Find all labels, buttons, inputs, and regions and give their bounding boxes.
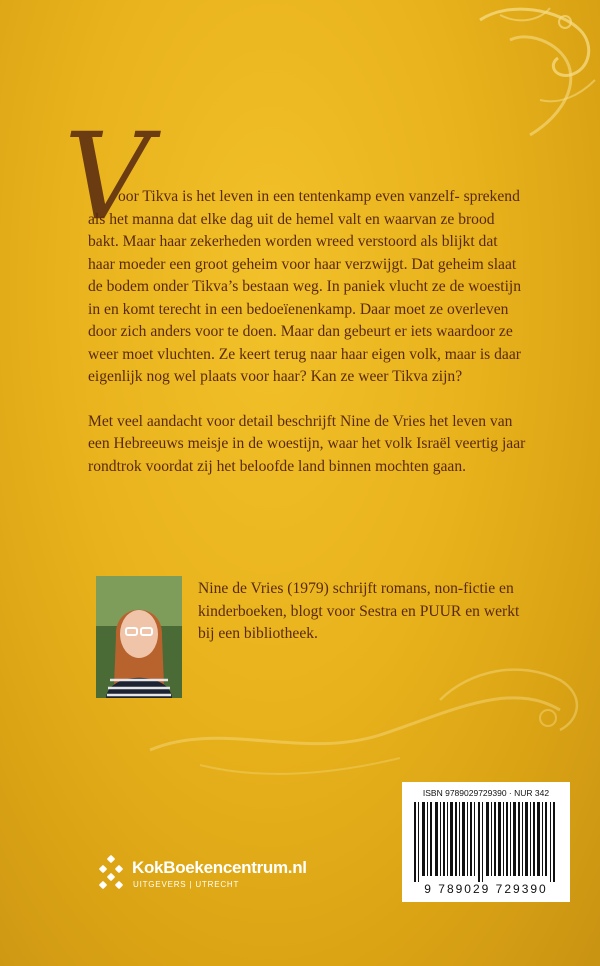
author-photo bbox=[96, 576, 182, 698]
author-bio: Nine de Vries (1979) schrijft romans, non-fictie en kinderboeken, blogt voor Sestra en PUUR en werkt bij een bibliotheek. bbox=[198, 580, 520, 642]
publisher-name: KokBoekencentrum.nl bbox=[132, 858, 307, 877]
blurb-paragraph-2: Met veel aandacht voor detail beschrijft Nine de Vries het leven van een Hebreeuws meisje in de woestijn, waar het volk Israël veertig jaar rondtrok voordat zij het beloofde land binnen mochten gaan. bbox=[88, 412, 526, 475]
corner-ornament bbox=[470, 0, 600, 150]
barcode bbox=[402, 782, 570, 902]
barcode-bars-icon bbox=[414, 802, 558, 882]
author-portrait-icon bbox=[96, 576, 182, 698]
publisher-subtitle: UITGEVERS | UTRECHT bbox=[133, 880, 240, 889]
isbn-label: ISBN 9789029729390 · NUR 342 bbox=[422, 788, 550, 798]
blurb-paragraph-1-rest: sprekend als het manna dat elke dag uit de hemel valt en waarvan ze brood bakt. Maar haar zekerheden worden wreed verstoord als blijkt dat haar moeder een groot geheim voor haar verzwijgt. Dat geheim slaat de bodem onder Tikva’s bestaan weg. In paniek vlucht ze de woestijn in en komt terecht in een bedoeïenenkamp. Daar moet ze overleven door zich anders voor te doen. Maar dan gebeurt er iets waardoor ze weer moet vluchten. Ze keert terug naar haar eigen volk, maar is daar eigenlijk nog wel plaats voor haar? Kan ze weer Tikva zijn? bbox=[88, 188, 522, 385]
publisher-mark-icon bbox=[96, 854, 126, 896]
blurb-first-line: oor Tikva is het leven in een tentenkamp even vanzelf- bbox=[118, 188, 460, 205]
blurb-paragraph-1 bbox=[88, 186, 528, 389]
blurb-text bbox=[88, 186, 528, 478]
publisher-logo bbox=[96, 854, 307, 901]
barcode-number: 9 789029 729390 bbox=[424, 882, 548, 896]
scroll-ornament bbox=[0, 640, 600, 790]
drop-cap: V bbox=[64, 108, 151, 247]
